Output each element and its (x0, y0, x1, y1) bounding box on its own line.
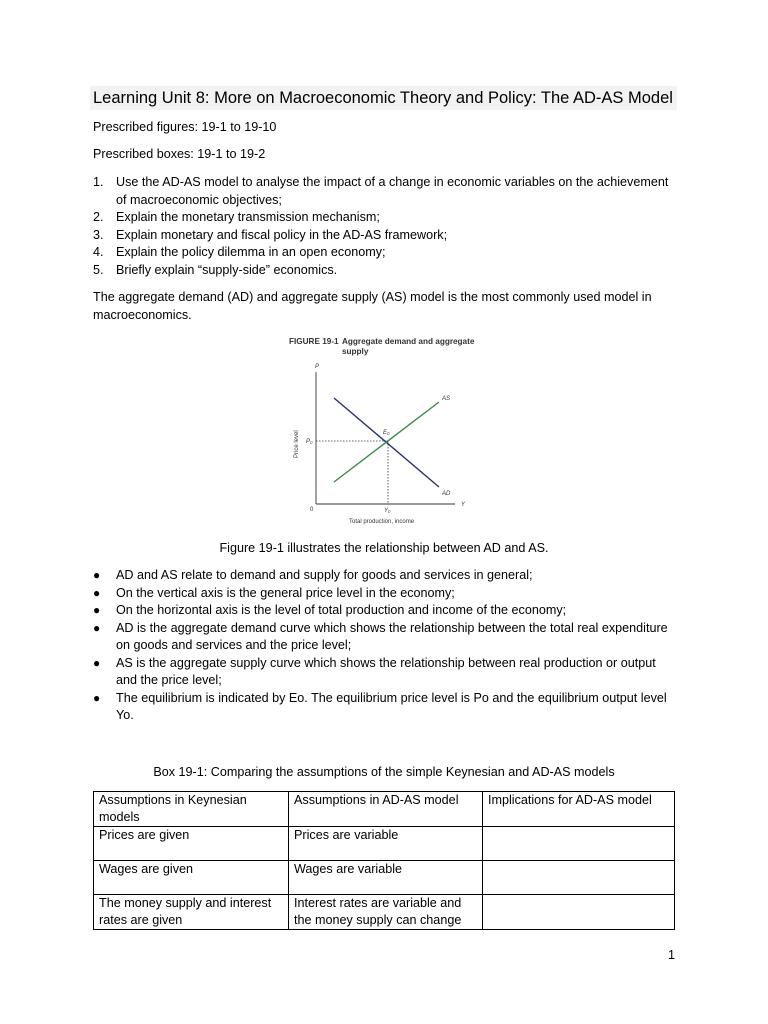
assumptions-table (93, 791, 675, 930)
equilibrium-label: E₀ (383, 430, 390, 436)
table-cell (483, 827, 675, 861)
figure-19-1 (285, 334, 485, 529)
as-label: AS (442, 396, 451, 402)
explanation-list (93, 567, 673, 725)
page-title: Learning Unit 8: More on Macroeconomic Theory and Policy: The AD-AS Model (90, 86, 677, 110)
table-cell: Prices are variable (289, 827, 483, 861)
figure-heading: FIGURE 19-1 (289, 337, 339, 346)
objectives-list (93, 174, 673, 279)
list-item: 2. Explain the monetary transmission mechanism; (93, 210, 380, 224)
y-axis-letter: P (315, 364, 320, 370)
table-header-cell: Assumptions in AD-AS model (289, 792, 483, 827)
list-item: ● On the horizontal axis is the level of total production and income of the economy; (93, 603, 567, 617)
table-cell: Interest rates are variable and the money supply can change (289, 895, 483, 930)
box-caption: Box 19-1: Comparing the assumptions of the simple Keynesian and AD-AS models (153, 765, 615, 779)
list-item: ● AD is the aggregate demand curve which shows the relationship between the total real expenditure on goods and services and the price level; (93, 620, 668, 652)
table-cell: Wages are given (94, 861, 289, 895)
origin-label: 0 (310, 507, 314, 513)
list-item: 5. Briefly explain “supply-side” economics. (93, 262, 338, 277)
list-item: ● AS is the aggregate supply curve which shows the relationship between real production or output and the price level; (93, 655, 656, 687)
prescribed-figures: Prescribed figures: 19-1 to 19-10 (93, 120, 277, 134)
table-header-row (94, 792, 675, 827)
figure-title-line1: Aggregate demand and aggregate (342, 337, 475, 346)
figure-title-line2: supply (342, 347, 369, 356)
list-item: ● On the vertical axis is the general price level in the economy; (93, 585, 455, 600)
list-item: 3. Explain monetary and fiscal policy in the AD-AS framework; (93, 227, 448, 242)
list-item: 4. Explain the policy dilemma in an open economy; (93, 245, 386, 259)
list-item: 1. Use the AD-AS model to analyse the impact of a change in economic variables on the achievement of macroeconomic objectives; (93, 175, 669, 207)
prescribed-boxes: Prescribed boxes: 19-1 to 19-2 (93, 147, 266, 161)
ad-label: AD (442, 491, 451, 497)
y0-label: Y₀ (384, 508, 391, 514)
table-row (94, 895, 675, 930)
table-row (94, 827, 675, 861)
table-cell: Prices are given (94, 827, 289, 861)
list-item: ● AD and AS relate to demand and supply for goods and services in general; (93, 568, 533, 582)
x-axis-letter: Y (461, 502, 466, 508)
table-cell: Wages are variable (289, 861, 483, 895)
figure-caption: Figure 19-1 illustrates the relationship between AD and AS. (219, 541, 549, 555)
table-header-cell: Assumptions in Keynesian models (94, 792, 289, 827)
intro-paragraph: The aggregate demand (AD) and aggregate supply (AS) model is the most commonly used model in macroeconomics. (93, 290, 652, 322)
as-curve (334, 402, 439, 482)
y-axis-label: Price level (294, 430, 300, 458)
table-row (94, 861, 675, 895)
list-item: ● The equilibrium is indicated by Eo. The equilibrium price level is Po and the equilibrium output level Yo. (93, 690, 667, 722)
x-axis-label: Total production, income (349, 519, 415, 525)
table-cell (483, 895, 675, 930)
table-cell: The money supply and interest rates are given (94, 895, 289, 930)
table-header-cell: Implications for AD-AS model (483, 792, 675, 827)
page-number: 1 (667, 948, 675, 962)
p0-label: P₀ (306, 439, 313, 445)
table-cell (483, 861, 675, 895)
